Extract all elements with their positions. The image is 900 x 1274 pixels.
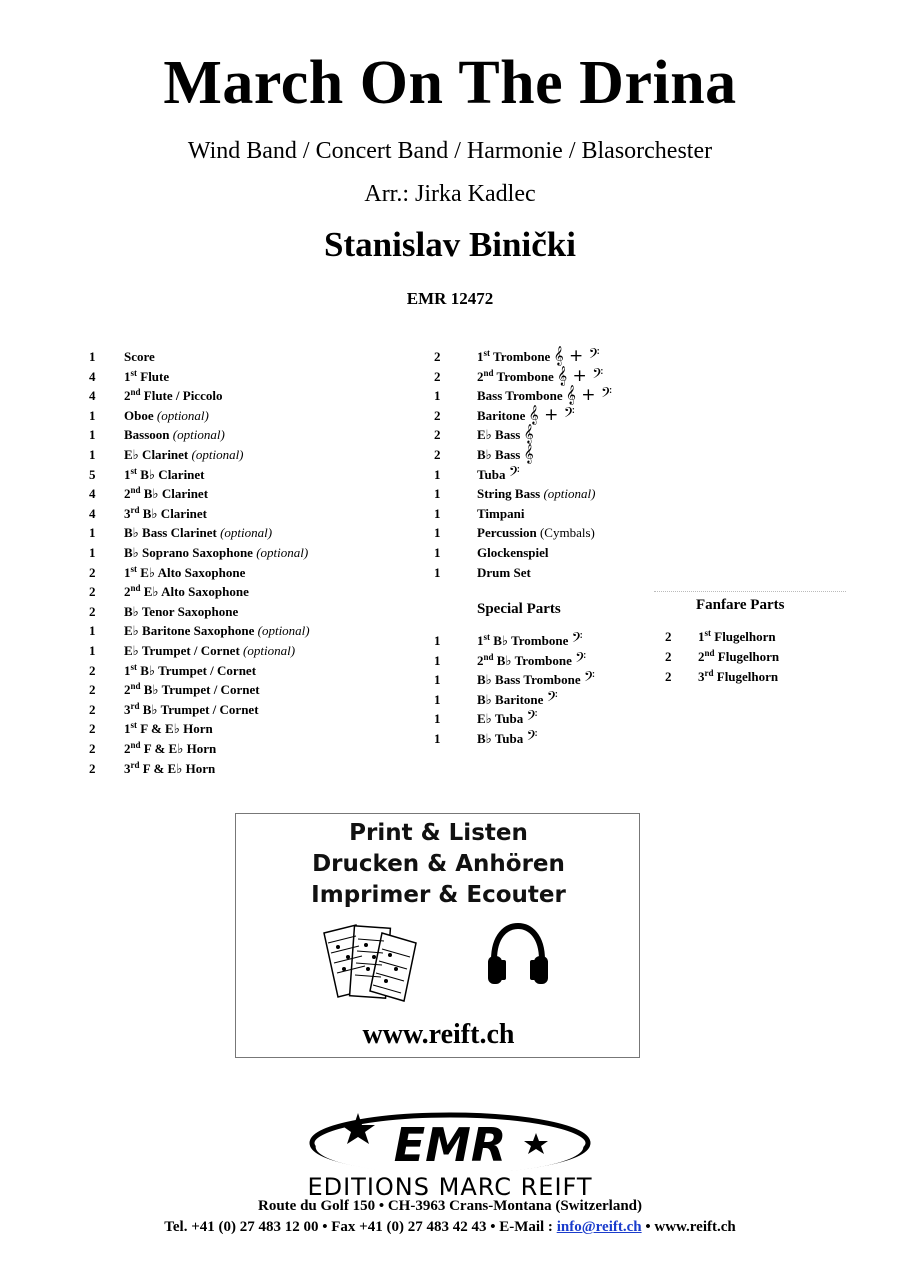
clef-icon: 𝄢 <box>546 688 558 709</box>
part-ordinal-suffix: nd <box>130 583 141 594</box>
part-instrument: B♭ Clarinet <box>142 505 208 521</box>
part-quantity: 1 <box>434 505 441 521</box>
part-quantity: 1 <box>434 691 441 707</box>
headphones-icon <box>486 922 550 988</box>
part-instrument: Flugelhorn <box>717 648 780 664</box>
part-quantity: 2 <box>89 564 96 580</box>
part-quantity: 1 <box>434 545 441 560</box>
page-title: March On The Drina <box>163 49 737 117</box>
part-quantity: 1 <box>434 525 441 541</box>
part-ordinal-suffix: st <box>130 367 137 378</box>
part-instrument: E♭ Trumpet / Cornet <box>124 643 240 658</box>
part-name <box>477 708 538 729</box>
part-quantity: 2 <box>665 629 672 644</box>
part-quantity: 1 <box>89 643 96 658</box>
part-name <box>124 761 215 777</box>
part-ordinal-suffix: st <box>130 720 137 731</box>
part-ordinal: 1 <box>477 349 484 364</box>
part-name <box>124 388 222 404</box>
part-quantity: 4 <box>89 368 96 384</box>
part-ordinal-suffix: rd <box>130 759 140 770</box>
part-name <box>698 649 779 665</box>
part-instrument: B♭ Soprano Saxophone <box>124 545 253 560</box>
emr-logo-text: EMR <box>393 1118 507 1172</box>
part-instrument: Flute <box>140 368 170 384</box>
part-instrument: B♭ Tenor Saxophone <box>124 603 239 619</box>
part-quantity: 1 <box>89 407 96 423</box>
part-instrument: Trombone <box>496 368 554 384</box>
part-instrument: Oboe <box>124 407 154 423</box>
part-name <box>477 565 531 581</box>
part-name <box>124 427 225 443</box>
part-name <box>477 385 612 406</box>
part-name <box>124 486 208 502</box>
part-quantity: 1 <box>434 486 441 502</box>
part-instrument: B♭ Trombone <box>496 652 572 668</box>
part-note: (optional) <box>220 525 273 541</box>
part-quantity: 1 <box>434 731 441 746</box>
part-instrument: B♭ Trumpet / Cornet <box>143 682 260 698</box>
part-quantity: 2 <box>89 760 96 776</box>
part-instrument: Flute / Piccolo <box>143 388 223 404</box>
print-listen-line-de: Drucken & Anhören <box>312 851 565 877</box>
part-quantity: 4 <box>89 505 96 521</box>
part-instrument: Bass Trombone <box>477 388 563 404</box>
clef-icon: 𝄞 + 𝄢 <box>557 365 604 386</box>
part-ordinal: 2 <box>477 652 484 668</box>
clef-icon: 𝄞 <box>523 424 534 445</box>
part-instrument: B♭ Trombone <box>493 633 569 648</box>
sheet-music-icon <box>318 919 430 1003</box>
part-quantity: 2 <box>434 368 441 384</box>
part-name <box>124 506 207 522</box>
part-instrument: String Bass <box>477 486 541 502</box>
part-name <box>124 623 310 639</box>
part-name <box>124 467 205 483</box>
part-instrument: B♭ Clarinet <box>140 466 205 482</box>
part-quantity: 1 <box>434 388 441 404</box>
part-ordinal: 2 <box>698 648 705 664</box>
part-instrument: B♭ Tuba <box>477 731 524 746</box>
clef-icon: 𝄢 <box>526 708 538 729</box>
part-name <box>698 669 778 685</box>
part-name <box>477 669 595 690</box>
part-ordinal-suffix: nd <box>483 651 494 662</box>
part-quantity: 4 <box>89 388 96 404</box>
part-instrument: Flugelhorn <box>714 629 776 644</box>
part-ordinal: 1 <box>124 721 131 737</box>
part-ordinal-suffix: st <box>704 628 711 638</box>
part-ordinal: 2 <box>124 682 131 698</box>
part-instrument: F & E♭ Horn <box>143 741 217 756</box>
part-name <box>124 702 259 718</box>
part-note: (optional) <box>172 427 225 443</box>
part-name <box>124 682 260 698</box>
clef-icon: 𝄢 <box>571 630 583 650</box>
part-name <box>477 404 575 425</box>
part-quantity: 2 <box>89 721 96 737</box>
part-ordinal: 1 <box>477 633 484 648</box>
part-instrument: Score <box>124 349 155 364</box>
part-name <box>477 486 595 502</box>
part-instrument: B♭ Bass <box>477 447 521 462</box>
part-name <box>124 584 249 600</box>
email-link[interactable]: info@reift.ch <box>556 1219 642 1235</box>
part-note: (optional) <box>191 447 244 462</box>
part-quantity: 2 <box>665 668 672 684</box>
part-name <box>124 408 209 424</box>
part-note: (optional) <box>256 545 309 560</box>
part-ordinal: 1 <box>124 368 131 384</box>
print-listen-line-fr: Imprimer & Ecouter <box>311 882 566 908</box>
part-instrument: F & E♭ Horn <box>140 721 213 737</box>
part-instrument: B♭ Trumpet / Cornet <box>140 662 257 678</box>
part-instrument: Timpani <box>477 505 525 521</box>
part-ordinal: 1 <box>124 564 131 580</box>
part-instrument: B♭ Bass Clarinet <box>124 525 217 541</box>
part-quantity: 2 <box>89 584 96 600</box>
part-name <box>124 545 308 561</box>
part-quantity: 1 <box>434 633 441 648</box>
publisher-address: Route du Golf 150 • CH-3963 Crans-Montana (Switzerland) <box>258 1198 642 1214</box>
contact-website: • www.reift.ch <box>641 1219 736 1235</box>
part-name <box>124 721 213 737</box>
part-quantity: 2 <box>89 603 96 619</box>
part-name <box>477 545 549 561</box>
part-name <box>477 424 534 445</box>
part-name <box>124 349 155 365</box>
part-quantity: 2 <box>665 648 672 664</box>
part-name <box>124 663 256 679</box>
part-quantity: 2 <box>89 701 96 717</box>
clef-icon: 𝄞 <box>523 444 534 464</box>
part-name <box>477 346 600 366</box>
part-instrument: E♭ Tuba <box>477 711 524 727</box>
section-divider <box>654 591 846 592</box>
ensemble-subtitle: Wind Band / Concert Band / Harmonie / Blasorchester <box>187 138 713 164</box>
part-name <box>477 365 604 386</box>
fanfare-parts-heading: Fanfare Parts <box>696 597 785 613</box>
part-ordinal-suffix: nd <box>704 647 715 658</box>
part-ordinal: 3 <box>124 505 131 521</box>
part-quantity: 1 <box>89 447 96 462</box>
part-instrument: Bassoon <box>124 427 170 443</box>
publisher-name: EDITIONS MARC REIFT <box>307 1173 593 1201</box>
part-quantity: 1 <box>434 672 441 688</box>
part-quantity: 1 <box>89 349 96 364</box>
part-ordinal-suffix: nd <box>130 681 141 692</box>
part-quantity: 2 <box>89 682 96 698</box>
part-quantity: 2 <box>434 349 441 364</box>
part-ordinal: 1 <box>124 662 131 678</box>
part-ordinal-suffix: nd <box>130 740 141 750</box>
part-ordinal-suffix: nd <box>483 367 494 378</box>
part-name <box>124 369 169 385</box>
part-name <box>477 506 524 522</box>
part-instrument: Percussion <box>477 525 537 541</box>
part-instrument: B♭ Trumpet / Cornet <box>142 701 259 717</box>
part-instrument: E♭ Alto Saxophone <box>140 564 246 580</box>
part-quantity: 1 <box>434 711 441 727</box>
part-ordinal-suffix: st <box>130 563 137 574</box>
part-name <box>477 649 587 670</box>
part-instrument: E♭ Baritone Saxophone <box>124 623 255 639</box>
part-name <box>124 604 238 620</box>
part-ordinal: 2 <box>124 486 131 502</box>
clef-icon: 𝄞 + 𝄢 <box>528 404 575 425</box>
clef-icon: 𝄞 + 𝄢 <box>565 385 612 406</box>
part-ordinal: 2 <box>124 388 131 404</box>
clef-icon: 𝄞 + 𝄢 <box>553 346 600 366</box>
part-quantity: 5 <box>89 466 96 482</box>
part-name <box>477 728 538 748</box>
part-ordinal-suffix: rd <box>130 504 140 515</box>
part-note: (optional) <box>243 643 296 658</box>
part-quantity: 1 <box>89 427 96 443</box>
part-ordinal-suffix: st <box>483 632 490 642</box>
part-instrument: E♭ Alto Saxophone <box>143 584 249 600</box>
part-instrument: B♭ Bass Trombone <box>477 672 581 688</box>
part-instrument: E♭ Clarinet <box>124 447 189 462</box>
part-ordinal-suffix: nd <box>130 485 141 496</box>
part-name <box>124 643 295 659</box>
part-quantity: 2 <box>434 427 441 443</box>
arranger-credit: Arr.: Jirka Kadlec <box>364 181 536 207</box>
part-quantity: 1 <box>89 545 96 560</box>
part-ordinal: 3 <box>124 701 131 717</box>
part-instrument: E♭ Bass <box>477 427 521 443</box>
part-instrument: Glockenspiel <box>477 545 549 560</box>
part-name <box>124 565 245 581</box>
part-ordinal: 1 <box>698 629 705 644</box>
part-instrument: F & E♭ Horn <box>142 760 216 776</box>
part-note: (Cymbals) <box>539 525 595 541</box>
part-instrument: Trombone <box>493 349 551 364</box>
clef-icon: 𝄢 <box>526 728 538 748</box>
part-ordinal: 2 <box>124 584 131 600</box>
part-instrument: Baritone <box>477 407 526 423</box>
clef-icon: 𝄢 <box>583 669 595 690</box>
special-parts-heading: Special Parts <box>477 601 561 617</box>
print-listen-line-en: Print & Listen <box>349 820 528 846</box>
part-quantity: 1 <box>434 564 441 580</box>
part-ordinal-suffix: st <box>130 661 137 672</box>
part-quantity: 1 <box>89 525 96 541</box>
publisher-contact <box>0 1219 900 1236</box>
part-name <box>124 525 272 541</box>
part-note: (optional) <box>156 407 209 423</box>
part-name <box>698 629 776 645</box>
part-ordinal-suffix: st <box>483 348 490 358</box>
print-listen-box[interactable] <box>235 813 640 1058</box>
part-name <box>124 447 244 463</box>
part-instrument: B♭ Baritone <box>477 691 544 707</box>
part-quantity: 2 <box>89 741 96 756</box>
print-box-url[interactable]: www.reift.ch <box>362 1019 515 1050</box>
part-ordinal-suffix: rd <box>704 667 714 678</box>
part-ordinal-suffix: st <box>130 465 137 476</box>
part-quantity: 1 <box>434 466 441 482</box>
part-ordinal-suffix: nd <box>130 387 141 398</box>
part-ordinal: 1 <box>124 466 131 482</box>
part-quantity: 2 <box>89 662 96 678</box>
part-instrument: B♭ Clarinet <box>143 486 209 502</box>
composer-name: Stanislav Binički <box>324 225 576 264</box>
part-ordinal: 3 <box>124 760 131 776</box>
part-name <box>477 444 534 464</box>
clef-icon: 𝄢 <box>508 463 520 484</box>
part-name <box>477 688 558 709</box>
part-quantity: 2 <box>434 447 441 462</box>
part-ordinal: 2 <box>124 741 131 756</box>
part-ordinal-suffix: rd <box>130 700 140 711</box>
part-instrument: Drum Set <box>477 564 531 580</box>
part-quantity: 1 <box>89 623 96 639</box>
part-quantity: 2 <box>434 407 441 423</box>
contact-phone-fax: Tel. +41 (0) 27 483 12 00 • Fax +41 (0) 27 483 42 43 • E-Mail : <box>164 1219 557 1235</box>
part-quantity: 4 <box>89 486 96 502</box>
part-instrument: Tuba <box>477 466 506 482</box>
part-ordinal: 2 <box>477 368 484 384</box>
part-instrument: Flugelhorn <box>716 668 779 684</box>
clef-icon: 𝄢 <box>575 649 587 670</box>
part-name <box>124 741 216 757</box>
catalog-number: EMR 12472 <box>406 289 494 308</box>
part-quantity: 1 <box>434 652 441 668</box>
emr-logo <box>300 1105 600 1177</box>
part-name <box>477 463 520 484</box>
part-note: (optional) <box>257 623 310 639</box>
part-name <box>477 525 595 541</box>
part-name <box>477 630 583 650</box>
part-ordinal: 3 <box>698 668 705 684</box>
part-note: (optional) <box>543 486 596 502</box>
